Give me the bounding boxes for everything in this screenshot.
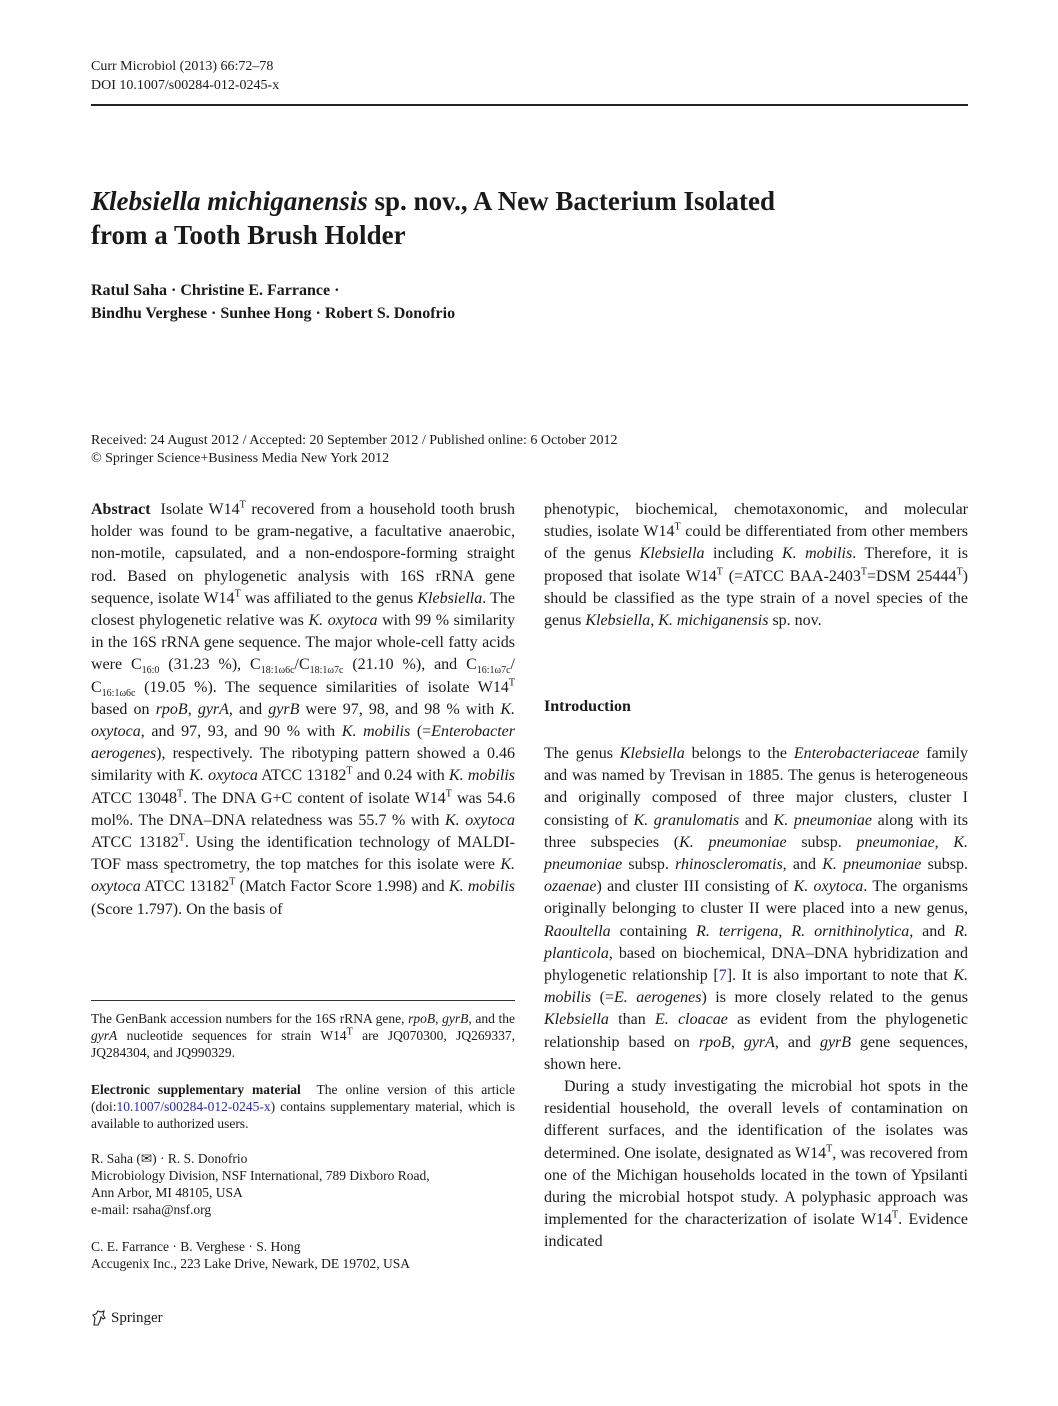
aff1-email[interactable]: e-mail: rsaha@nsf.org (91, 1202, 212, 1217)
authors-line2: Bindhu Verghese · Sunhee Hong · Robert S. Donofrio (91, 305, 456, 322)
authors-line1: Ratul Saha · Christine E. Farrance · (91, 282, 340, 299)
esm-footnote: Electronic supplementary material The online version of this article (doi:10.1007/s00284-012-0245-x) contains supplementary material, which is available to authorized users. (91, 1082, 515, 1131)
esm-label: Electronic supplementary material (91, 1082, 301, 1097)
genbank-footnote: The GenBank accession numbers for the 16S rRNA gene, rpoB, gyrB, and the gyrA nucleotide sequences for strain $W14^T$ are JQ070300, JQ269337, JQ284304, and JQ990329. (91, 1011, 515, 1060)
publisher-name: Springer (111, 1310, 163, 1326)
journal-citation: Curr Microbiol (2013) 66:72–78 (91, 59, 274, 74)
affiliation-2 (91, 1238, 515, 1272)
title-line2: from a Tooth Brush Holder (91, 220, 406, 250)
springer-horse-icon (91, 1309, 107, 1327)
aff1-org: Microbiology Division, NSF International, 789 Dixboro Road, (91, 1168, 430, 1183)
doi-link[interactable]: 10.1007/s00284-012-0245-x (116, 1099, 271, 1114)
ref-7-link[interactable]: 7 (718, 967, 727, 985)
abstract-label: Abstract (91, 501, 151, 518)
aff1-names: R. Saha (✉) · R. S. Donofrio (91, 1151, 248, 1166)
received-accepted-published: Received: 24 August 2012 / Accepted: 20 September 2012 / Published online: 6 October 2012 (91, 433, 618, 448)
introduction-text: The genus Klebsiella belongs to the Enterobacteriaceae family and was named by Trevisan in 1885. The genus is heterogeneous and originally composed of three major clusters, cluster I consisting of K. granulomatis and K. pneumoniae along with its three subspecies (K. pneumoniae subsp. pneumoniae, K. pneumoniae subsp. rhinoscleromatis, and K. pneumoniae subsp. ozaenae) and cluster III consisting of K. oxytoca. The organisms originally belonging to cluster II were placed into a new genus, Raoultella containing R. terrigena, R. ornithinolytica, and R. planticola, based on biochemical, DNA–DNA hybridization and phylogenetic relationship [7]. It is also important to note that K. mobilis (=E. aerogenes) is more closely related to the genus Klebsiella than E. cloacae as evident from the phylogenetic relationship based on rpoB, gyrA, and gyrB gene sequences, shown here. During a study investigating the microbial hot spots in the residential household, the overall levels of contamination on different surfaces, and the identification of the isolates was determined. One isolate, designated as $W14^T$, was recovered from one of the Michigan households located in the town of Ypsilanti during the microbial hotspot study. A polyphasic approach was implemented for the characterization of isolate $W14^T$. Evidence indicated (544, 745, 969, 1251)
affiliation-1 (91, 1150, 515, 1218)
copyright: © Springer Science+Business Media New York 2012 (91, 451, 390, 466)
abstract-continued: phenotypic, biochemical, chemotaxonomic, and molecular studies, isolate $W14^T$ could be differentiated from other members of the genus Klebsiella including K. mobilis. Therefore, it is proposed that isolate $W14^T$ (=ATCC BAA-$2403^T=DSM$ $25444^T$) should be classified as the type strain of a novel species of the genus Klebsiella, K. michiganensis sp. nov. (544, 501, 969, 630)
doi: DOI 10.1007/s00284-012-0245-x (91, 78, 280, 93)
aff2-names: C. E. Farrance · B. Verghese · S. Hong (91, 1239, 301, 1254)
title-species: Klebsiella michiganensis (91, 186, 368, 216)
aff2-org: Accugenix Inc., 223 Lake Drive, Newark, DE 19702, USA (91, 1256, 411, 1271)
page-footer (91, 1308, 163, 1328)
author-list (91, 279, 791, 325)
introduction-heading: Introduction (544, 698, 631, 715)
abstract-text: Abstract Isolate $W14^T$ recovered from a household tooth brush holder was found to be gram-negative, a facultative anaerobic, non-motile, capsulated, and a non-endospore-forming straight rod. Based on phylogenetic analysis with 16S rRNA gene sequence, isolate $W14^T$ was affiliated to the genus Klebsiella. The closest phylogenetic relative was K. oxytoca with 99 % similarity in the 16S rRNA gene sequence. The major whole-cell fatty acids were $C_{16:0}$ (31.23 %), $C_{18:1\omega 6c}/C_{18:1\omega 7c}$ (21.10 %), and $C_{16:1\omega 7c}/$ $C_{16:1\omega 6c}$ (19.05 %). The sequence similarities of isolate $W14^T$ based on rpoB, gyrA, and gyrB were 97, 98, and 98 % with K. oxytoca, and 97, 93, and 90 % with K. mobilis (=Enterobacter aerogenes), respectively. The ribotyping pattern showed a 0.46 similarity with K. oxytoca ATCC $13182^T$ and 0.24 with K. mobilis ATCC $13048^T$. The DNA G+C content of isolate $W14^T$ was 54.6 mol%. The DNA–DNA relatedness was 55.7 % with K. oxytoca ATCC $13182^T$. Using the identification technology of MALDI-TOF mass spectrometry, the top matches for this isolate were K. oxytoca ATCC $13182^T$ (Match Factor Score 1.998) and K. mobilis (Score 1.797). On the basis of (91, 499, 516, 918)
footnote-rule (91, 1000, 515, 1001)
article-title (91, 184, 891, 252)
header-rule (91, 104, 968, 106)
title-rest: sp. nov., A New Bacterium Isolated (367, 186, 776, 216)
article-dates (91, 432, 968, 468)
abstract (91, 499, 515, 921)
aff1-city: Ann Arbor, MI 48105, USA (91, 1185, 243, 1200)
